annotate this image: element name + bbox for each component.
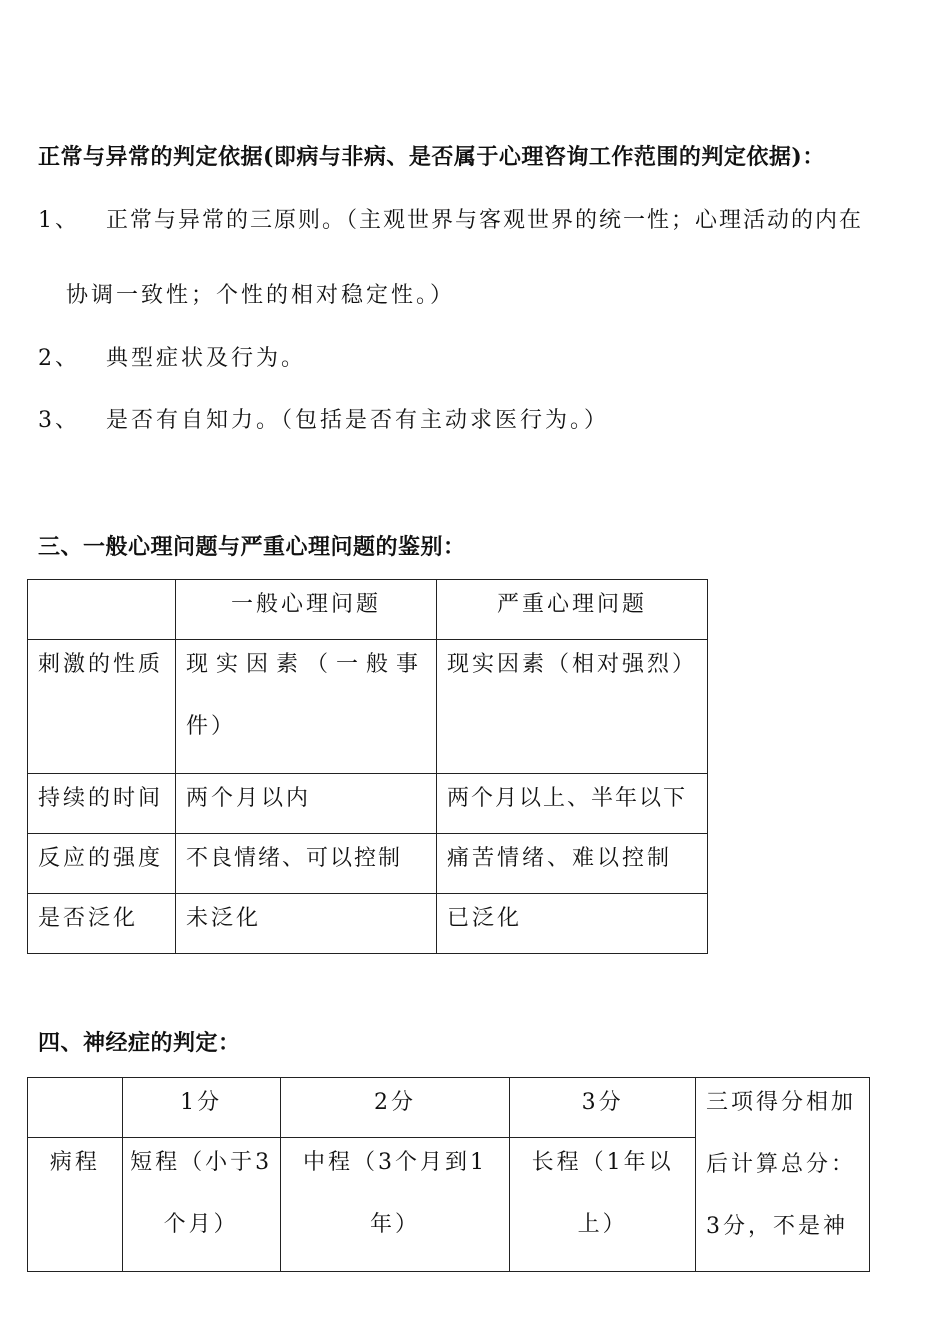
cell-line: 年） (369, 1212, 420, 1237)
cell-line: 现实因素（一般事 (185, 652, 426, 677)
table-cell (122, 1138, 280, 1272)
header-cell: 3分 (510, 1078, 696, 1138)
item-number: 3、 (38, 408, 80, 433)
cell-line: 短程（小于3 (130, 1150, 273, 1175)
cell-line: 上） (577, 1212, 628, 1237)
table-cell: 两个月以内 (175, 774, 436, 834)
row-label: 刺激的性质 (28, 640, 176, 774)
section3-heading: 三、一般心理问题与严重心理问题的鉴别： (38, 534, 466, 560)
table-row (28, 774, 708, 834)
table-header-row (28, 580, 708, 640)
cell-line: 件） (185, 714, 236, 739)
header-cell: 严重心理问题 (436, 580, 707, 640)
table-cell (510, 1138, 696, 1272)
row-label: 反应的强度 (28, 834, 176, 894)
header-cell: 一般心理问题 (175, 580, 436, 640)
table-row (28, 894, 708, 954)
item-number: 2、 (38, 346, 80, 371)
criteria-item-1-cont: 协调一致性；个性的相对稳定性。） (66, 283, 456, 308)
note-line: 3分，不是神 (706, 1214, 849, 1239)
table-header-row (28, 1078, 870, 1138)
cell-line: 中程（3个月到1 (302, 1150, 487, 1175)
header-cell: 1分 (122, 1078, 280, 1138)
scoring-note-cell (696, 1078, 870, 1272)
note-line: 三项得分相加 (706, 1090, 857, 1115)
criteria-heading: 正常与异常的判定依据(即病与非病、是否属于心理咨询工作范围的判定依据)： (38, 144, 825, 170)
header-cell: 2分 (280, 1078, 510, 1138)
section4-heading: 四、神经症的判定： (38, 1030, 241, 1056)
item-text: 典型症状及行为。 (106, 346, 307, 371)
row-label: 病程 (28, 1138, 123, 1272)
table-row (28, 640, 708, 774)
note-line: 后计算总分： (706, 1152, 857, 1177)
row-label: 是否泛化 (28, 894, 176, 954)
table-cell: 未泛化 (175, 894, 436, 954)
table-cell (175, 640, 436, 774)
header-cell (28, 580, 176, 640)
table-cell: 现实因素（相对强烈） (436, 640, 707, 774)
table-cell: 痛苦情绪、难以控制 (436, 834, 707, 894)
table-cell: 两个月以上、半年以下 (436, 774, 707, 834)
item-text: 是否有自知力。（包括是否有主动求医行为。） (106, 408, 610, 433)
cell-line: 长程（1年以 (531, 1150, 674, 1175)
table-row (28, 834, 708, 894)
item-text: 正常与异常的三原则。（主观世界与客观世界的统一性；心理活动的内在 (106, 208, 864, 233)
neurosis-score-table (27, 1077, 870, 1272)
header-cell (28, 1078, 123, 1138)
item-number: 1、 (38, 208, 80, 233)
row-label: 持续的时间 (28, 774, 176, 834)
cell-line: 个月） (163, 1212, 239, 1237)
problem-comparison-table (27, 579, 708, 954)
table-cell: 已泛化 (436, 894, 707, 954)
table-cell: 不良情绪、可以控制 (175, 834, 436, 894)
table-cell (280, 1138, 510, 1272)
